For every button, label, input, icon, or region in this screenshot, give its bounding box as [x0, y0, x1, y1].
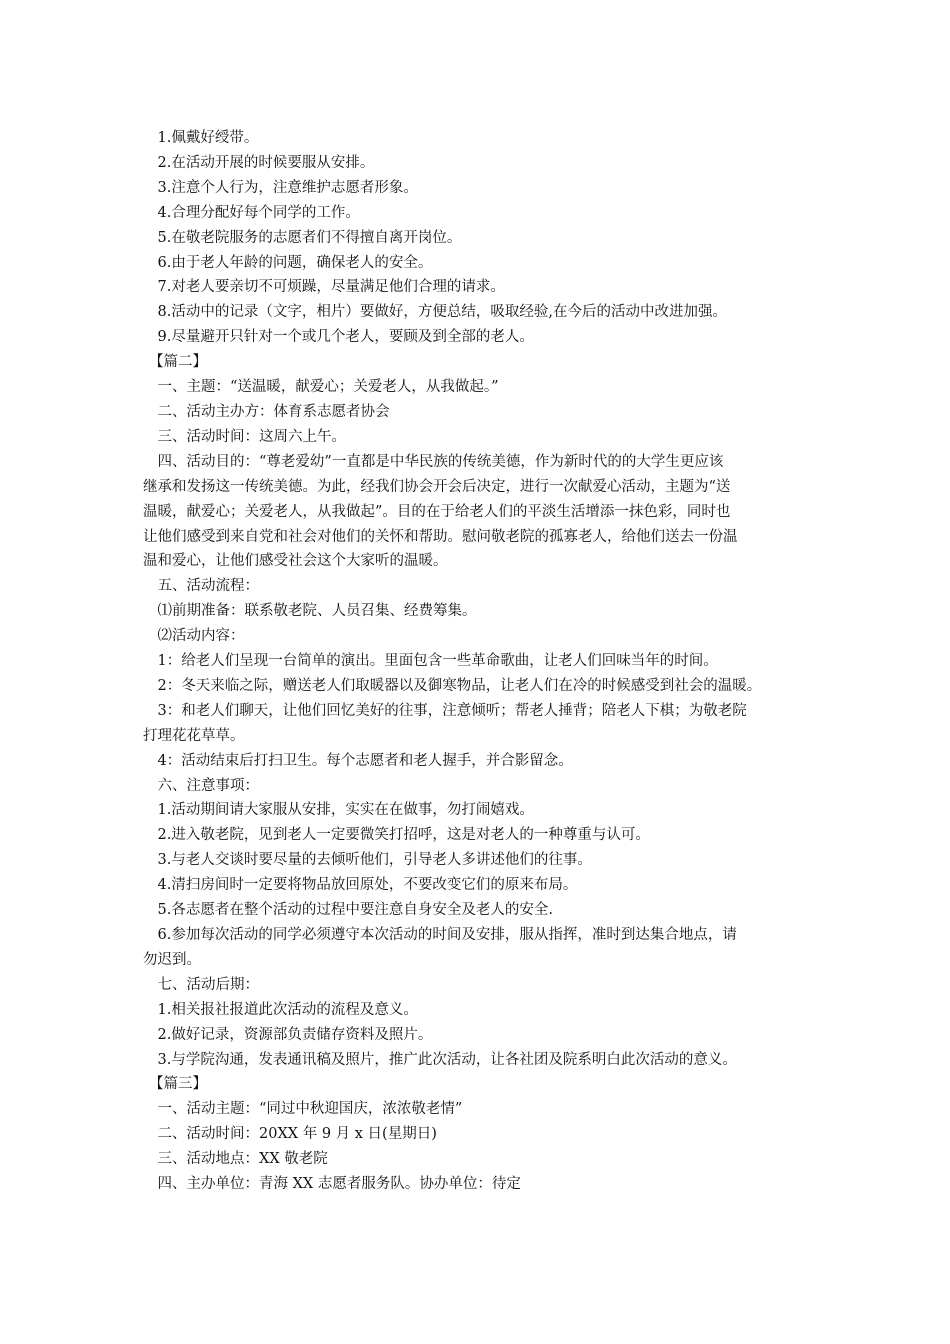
text-line: 二、活动主办方：体育系志愿者协会: [157, 403, 390, 420]
text-line: 6.由于老人年龄的问题，确保老人的安全。: [157, 254, 433, 271]
text-line: 二、活动时间：20XX 年 9 月 x 日(星期日): [157, 1126, 437, 1143]
text-line: 温和爱心，让他们感受社会这个大家听的温暖。: [143, 553, 448, 570]
text-line: 9.尽量避开只针对一个或几个老人，要顾及到全部的老人。: [157, 329, 534, 346]
text-line: 1.活动期间请大家服从安排，实实在在做事，勿打闹嬉戏。: [157, 802, 534, 819]
text-line: 6.参加每次活动的同学必须遵守本次活动的时间及安排，服从指挥，准时到达集合地点，请: [157, 927, 737, 943]
text-line: 1.佩戴好绶带。: [157, 130, 259, 146]
text-line: 一、活动主题：“同过中秋迎国庆，浓浓敬老情”: [157, 1101, 463, 1118]
text-line: ⑴前期准备：联系敬老院、人员召集、经费筹集。: [157, 603, 477, 620]
text-line: 2.在活动开展的时候要服从安排。: [157, 154, 375, 171]
text-line: 2：冬天来临之际，赠送老人们取暖器以及御寒物品，让老人们在冷的时候感受到社会的温暖。: [157, 677, 762, 694]
text-line: 六、注意事项：: [157, 777, 259, 794]
text-line: 三、活动时间：这周六上午。: [157, 428, 346, 445]
text-line: 一、主题：“送温暖，献爱心；关爱老人，从我做起。”: [157, 379, 499, 396]
text-line: 4.清扫房间时一定要将物品放回原处，不要改变它们的原来布局。: [157, 877, 578, 894]
text-line: 8.活动中的记录（文字，相片）要做好，方便总结，吸取经验,在今后的活动中改进加强。: [157, 304, 727, 321]
section-heading: 【篇三】: [149, 1076, 207, 1093]
text-line: 3.注意个人行为，注意维护志愿者形象。: [157, 179, 418, 196]
text-line: 四、主办单位：青海 XX 志愿者服务队。协办单位：待定: [157, 1176, 521, 1193]
text-line: ⑵活动内容：: [157, 628, 245, 645]
document-page: [143, 126, 823, 1197]
text-line: 3.与老人交谈时要尽量的去倾听他们，引导老人多讲述他们的往事。: [157, 852, 592, 869]
text-line: 温暖，献爱心；关爱老人，从我做起”。目的在于给老人们的平淡生活增添一抹色彩，同时也: [143, 503, 731, 520]
text-line: 继承和发扬这一传统美德。为此，经我们协会开会后决定，进行一次献爱心活动，主题为“送: [143, 478, 731, 495]
text-line: 四、活动目的：“尊老爱幼”一直都是中华民族的传统美德，作为新时代的的大学生更应该: [157, 453, 724, 470]
text-line: 4：活动结束后打扫卫生。每个志愿者和老人握手，并合影留念。: [157, 752, 573, 769]
text-line: 7.对老人要亲切不可烦躁，尽量满足他们合理的请求。: [157, 279, 505, 296]
text-line: 勿迟到。: [143, 951, 201, 968]
text-line: 3：和老人们聊天，让他们回忆美好的往事，注意倾听；帮老人捶背；陪老人下棋；为敬老院: [157, 702, 747, 719]
text-line: 4.合理分配好每个同学的工作。: [157, 204, 360, 221]
text-line: 七、活动后期：: [157, 976, 259, 993]
text-line: 1：给老人们呈现一台简单的演出。里面包含一些革命歌曲，让老人们回味当年的时间。: [157, 653, 718, 670]
text-line: 让他们感受到来自党和社会对他们的关怀和帮助。慰问敬老院的孤寡老人，给他们送去一份温: [143, 528, 738, 545]
text-line: 2.做好记录，资源部负责储存资料及照片。: [157, 1026, 433, 1043]
text-line: 5.在敬老院服务的志愿者们不得擅自离开岗位。: [157, 229, 462, 246]
text-line: 2.进入敬老院，见到老人一定要微笑打招呼，这是对老人的一种尊重与认可。: [157, 827, 650, 844]
text-line: 1.相关报社报道此次活动的流程及意义。: [157, 1001, 418, 1018]
text-line: 五、活动流程：: [157, 578, 259, 595]
text-line: 3.与学院沟通，发表通讯稿及照片，推广此次活动，让各社团及院系明白此次活动的意义。: [157, 1051, 737, 1068]
text-line: 5.各志愿者在整个活动的过程中要注意自身安全及老人的安全.: [157, 902, 553, 919]
section-heading: 【篇二】: [149, 354, 207, 371]
text-line: 三、活动地点：XX 敬老院: [157, 1151, 328, 1168]
text-line: 打理花花草草。: [143, 727, 245, 744]
